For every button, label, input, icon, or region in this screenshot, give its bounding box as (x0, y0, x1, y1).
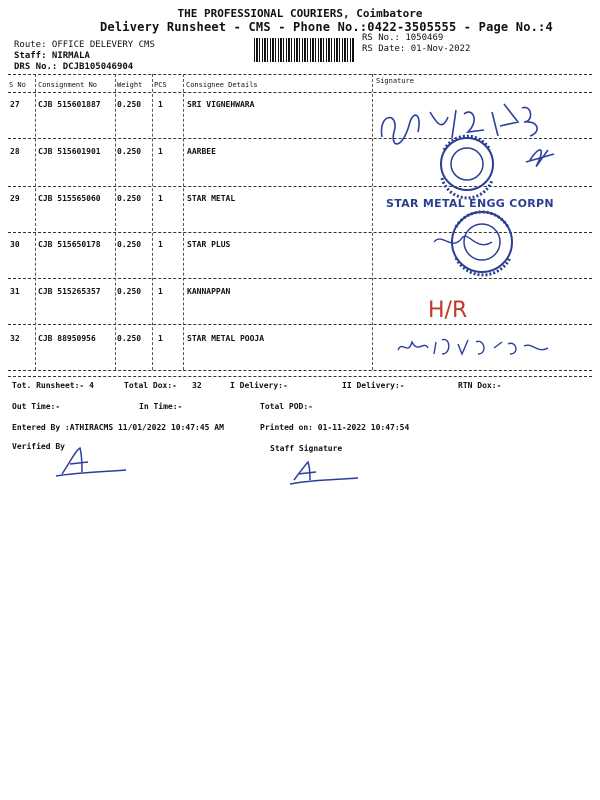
tot-runsheet: Tot. Runsheet:- 4 (12, 381, 94, 390)
ii-delivery: II Delivery:- (342, 381, 405, 390)
staff-signature-label: Staff Signature (270, 444, 343, 453)
row-consignment: CJB 515650178 (38, 240, 101, 249)
staff-signature-mark (286, 458, 366, 488)
row-sno: 28 (10, 147, 20, 156)
row-weight: 0.250 (117, 100, 142, 109)
total-pod: Total POD:- (260, 402, 313, 411)
route-label: Route: OFFICE DELEVERY CMS (14, 40, 155, 50)
table-top-rule (8, 74, 592, 75)
drs-number: DRS No.: DCJB105046904 (14, 62, 134, 72)
row-pcs: 1 (158, 100, 163, 109)
round-company-seal (441, 136, 493, 198)
round-company-seal (452, 212, 512, 275)
col-header-pcs: PCS (154, 81, 167, 89)
row-weight: 0.250 (117, 194, 142, 203)
row-pcs: 1 (158, 194, 163, 203)
entered-by: Entered By :ATHIRACMS 11/01/2022 10:47:45 AM (12, 423, 224, 432)
row-consignee: STAR PLUS (187, 240, 231, 249)
row-weight: 0.250 (117, 287, 142, 296)
row-consignee: AARBEE (187, 147, 216, 156)
verified-by-label: Verified By (12, 442, 65, 451)
row-consignment: CJB 515601887 (38, 100, 101, 109)
row-consignment: CJB 515601901 (38, 147, 101, 156)
row-sno: 32 (10, 334, 20, 343)
company-name: THE PROFESSIONAL COURIERS, Coimbatore (177, 7, 423, 20)
row-pcs: 1 (158, 240, 163, 249)
row-pcs: 1 (158, 287, 163, 296)
company-name-stamp: STAR METAL ENGG CORPN (386, 197, 554, 210)
i-delivery: I Delivery:- (230, 381, 288, 390)
hr-mark: H/R (428, 298, 468, 323)
handwritten-note (398, 339, 548, 354)
out-time: Out Time:- (12, 402, 61, 411)
rs-date: RS Date: 01-Nov-2022 (362, 44, 471, 54)
in-time: In Time:- (139, 402, 183, 411)
table-bottom-rule (8, 376, 592, 377)
staff-label: Staff: NIRMALA (14, 51, 90, 61)
row-consignment: CJB 515565060 (38, 194, 101, 203)
col-header-signature: Signature (376, 77, 414, 85)
row-pcs: 1 (158, 334, 163, 343)
row-weight: 0.250 (117, 147, 142, 156)
col-header-weight: Weight (117, 81, 143, 89)
verifier-signature (52, 442, 132, 482)
barcode (254, 38, 354, 62)
row-consignee: STAR METAL POOJA (187, 334, 265, 343)
col-header-consignee: Consignee Details (186, 81, 258, 89)
handwritten-scribble (434, 236, 492, 244)
row-weight: 0.250 (117, 240, 142, 249)
col-header-consignment: Consignment No (38, 81, 98, 89)
rtn-dox: RTN Dox:- (458, 381, 502, 390)
col-header-sno: S No (9, 81, 26, 89)
row-consignee: SRI VIGNEHWARA (187, 100, 255, 109)
row-consignee: KANNAPPAN (187, 287, 231, 296)
handwritten-signature (526, 150, 554, 166)
row-consignee: STAR METAL (187, 194, 236, 203)
printed-on: Printed on: 01-11-2022 10:47:54 (260, 423, 410, 432)
row-consignment: CJB 515265357 (38, 287, 101, 296)
row-pcs: 1 (158, 147, 163, 156)
row-sno: 31 (10, 287, 20, 296)
row-weight: 0.250 (117, 334, 142, 343)
row-sno: 27 (10, 100, 20, 109)
row-sno: 29 (10, 194, 20, 203)
total-dox-value: 32 (192, 381, 202, 390)
total-dox-label: Total Dox:- (124, 381, 177, 390)
runsheet-title: Delivery Runsheet - CMS - Phone No.:0422-3505555 - Page No.:4 (100, 20, 553, 34)
row-sno: 30 (10, 240, 20, 249)
signature-stamps-area (372, 92, 592, 372)
rs-number: RS No.: 1050469 (362, 33, 444, 43)
row-consignment: CJB 88950956 (38, 334, 96, 343)
